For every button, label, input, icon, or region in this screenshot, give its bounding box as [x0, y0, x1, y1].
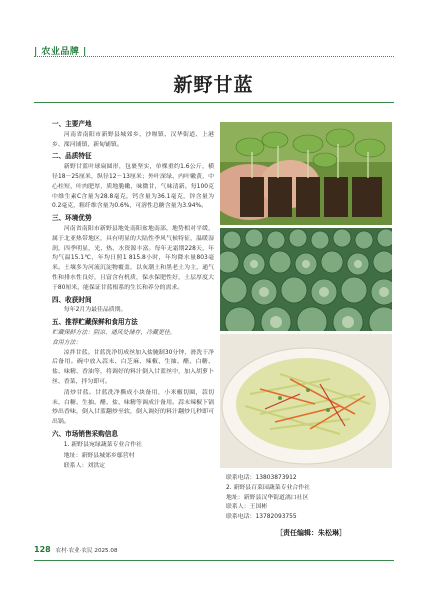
quality-paragraph: 新野甘蓝叶球扁圆形，包裹坚实，单棵重约1.6公斤，横径18－25厘米，纵径12－13厘米；外叶深绿、内叶嫩黄，中心柱短，叶肉肥厚，质地脆嫩，味微甘，气味清新。每100克中维生素C含量为28.8毫克，钙含量为36.1毫克，锌含量为0.2毫克，粗纤维含量为0.6%，可溶性总糖含量为3.94%。 [52, 164, 214, 210]
top-rule [34, 56, 394, 57]
journal-name: 农村·农业·农民 2025.08 [55, 548, 118, 554]
market-line-1: 1. 新野县宛绿蔬菜专业合作社 [63, 441, 142, 448]
bottom-rule [34, 560, 394, 561]
column-tag: | 农业品牌 | [34, 47, 87, 57]
cabbage-seedlings-photo [220, 122, 392, 225]
storage-note: 贮藏保鲜方法：阴凉、通风处储存，冷藏更佳。 [52, 329, 176, 336]
harvest-paragraph: 每年2月为最佳品质期。 [63, 307, 127, 314]
cabbage-field-photo [220, 228, 392, 331]
contact-block [226, 474, 394, 523]
market-line-2: 地址：新野县城郊乡鄢营村 [63, 452, 135, 459]
section-heading-environment: 三、环境优势 [52, 214, 92, 223]
section-heading-storage: 五、推荐贮藏保鲜和食用方法 [52, 318, 138, 327]
contact-line-2: 2. 新野县百菜园蔬菜专业合作社 [226, 484, 311, 491]
article-title: 新野甘蓝 [173, 74, 254, 96]
shredded-cabbage-dish-photo [220, 334, 392, 468]
contact-line-3: 地址：新野县汉华街道漓口社区 [226, 494, 309, 501]
page-footer [34, 545, 394, 557]
section-heading-origin: 一、主要产地 [52, 120, 92, 128]
section-heading-quality: 二、品质特征 [52, 152, 92, 161]
title-rule [34, 102, 394, 103]
article-body [52, 118, 214, 473]
origin-paragraph: 河南省南阳市新野县城郊乡、沙堰镇、汉华街道、上港乡、溧河铺镇、新甸铺镇。 [52, 131, 214, 148]
environment-paragraph: 河南省南阳市新野县地处南阳盆地南部，地势相对平缓，属于北亚热带地区，具有明显的大陆性季风气候特征，温暖湿润，四季明显，光、热、水资源丰富。每年无霜期228天，年均气温15.1℃，年均日照1 815.8小时，年均降水量803毫米。土壤多为河流沉淀物覆盖，以灰潮土和黑老土为主，通气性和排水性良好，且富含有机质，保水保肥性好，土层厚度大于80厘米，能保证甘蓝根系的生长和养分的需求。 [52, 225, 214, 291]
editor-credit: ［责任编辑：朱松琳］ [276, 529, 346, 537]
eating-note: 食用方法： [52, 339, 82, 346]
section-heading-harvest: 四、收获时间 [52, 295, 92, 304]
section-heading-market: 六、市场销售采购信息 [52, 429, 118, 438]
page-number: 128 [34, 545, 51, 554]
recipe-cold-paragraph: 凉拌甘蓝。甘蓝洗净切成丝加入盐腌制30分钟，滑洗干净后备用。碗中放入蒜末、白芝麻、辣椒、生抽、醋、白糖、盐、味精、香油等，将调好的料汁倒入甘蓝丝中，加入胡萝卜丝、香菜，拌匀即可。 [52, 349, 214, 385]
market-line-3: 联系人：刘洪定 [63, 463, 106, 470]
contact-line-4: 联系人：王国彬 [226, 504, 268, 511]
contact-line-1: 联系电话：13803873912 [226, 475, 297, 481]
contact-line-5: 联系电话：13782093755 [226, 514, 297, 521]
recipe-stirfry-paragraph: 清炒甘蓝。甘蓝洗净撕成小块备用，小米椒切圈，蒜切末，白糖、生抽、醋、盐、味精等调成汁备用。蒜末辣椒下锅炒出香味，倒入甘蓝翻炒至软，倒入调好的料汁翻炒几秒即可出锅。 [52, 389, 214, 426]
